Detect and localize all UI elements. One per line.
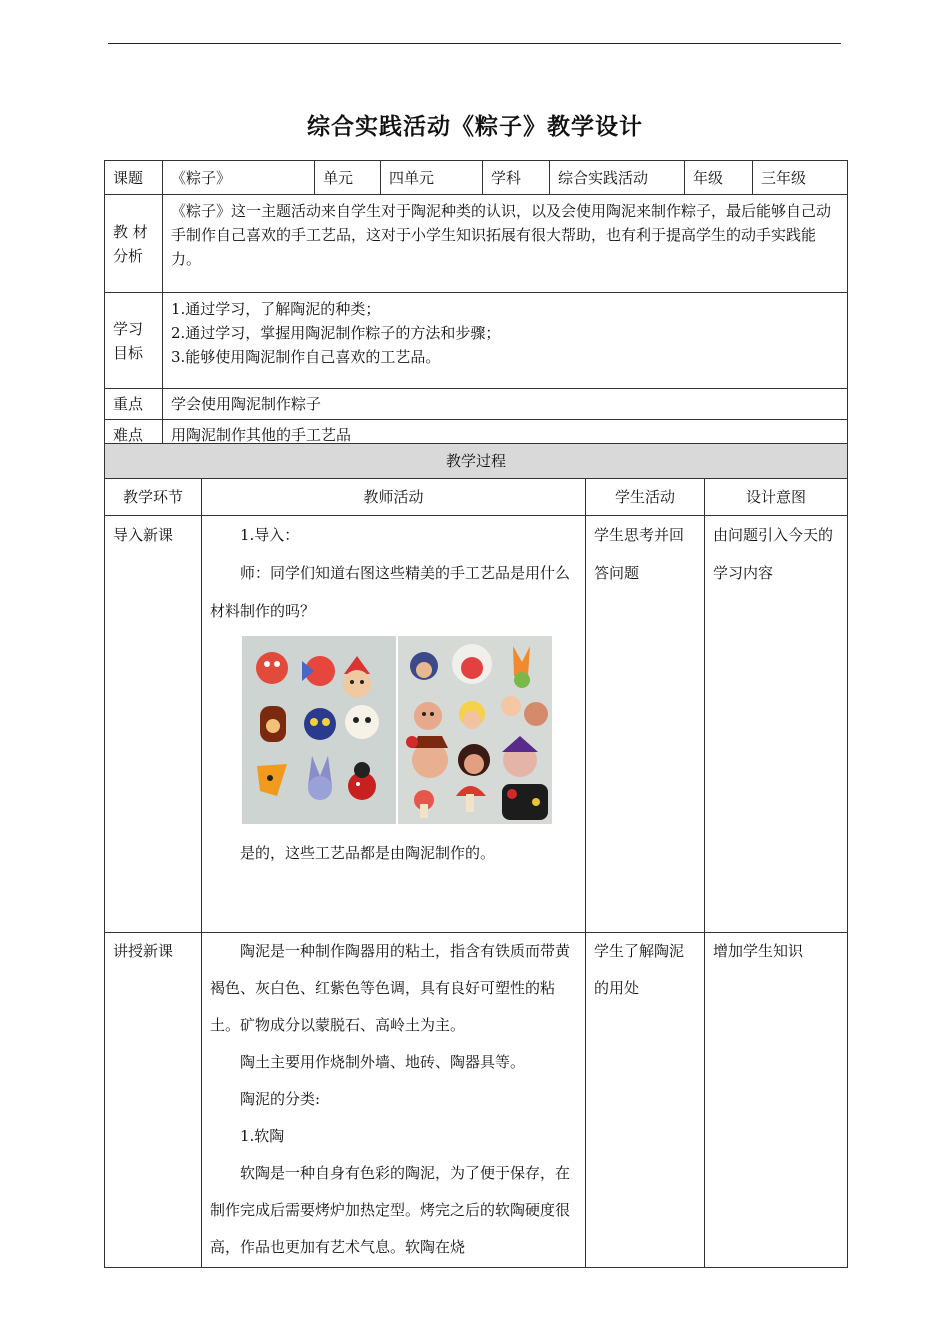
teacher-text: 1.导入： — [240, 526, 300, 544]
key-point: 学会使用陶泥制作粽子 — [163, 389, 848, 420]
teacher-text: 软陶是一种自身有色彩的陶泥，为了便于保存，在制作完成后需要烤炉加热定型。烤完之后的软陶硬度很高，作品也更加有艺术气息。软陶在烧 — [210, 1164, 571, 1256]
stage-cell: 讲授新课 — [105, 933, 202, 1268]
teacher-text: 师：同学们知道右图这些精美的手工艺品是用什么材料制作的吗？ — [210, 564, 571, 620]
intent-cell: 由问题引入今天的学习内容 — [705, 516, 848, 933]
grade-label: 年级 — [685, 161, 753, 195]
student-cell: 学生思考并回答问题 — [586, 516, 705, 933]
process-table — [104, 443, 848, 1268]
unit-value: 四单元 — [381, 161, 483, 195]
goals-list — [163, 293, 848, 389]
goal-item: 2.通过学习，掌握用陶泥制作粽子的方法和步骤； — [171, 324, 501, 342]
difficulty-point: 用陶泥制作其他的手工艺品 — [163, 420, 848, 451]
intent-cell: 增加学生知识 — [705, 933, 848, 1268]
analysis-label: 教 材 分析 — [105, 195, 163, 293]
topic-label: 课题 — [105, 161, 163, 195]
stage-cell: 导入新课 — [105, 516, 202, 933]
col-intent: 设计意图 — [705, 479, 848, 516]
unit-label: 单元 — [315, 161, 381, 195]
goal-item: 1.通过学习，了解陶泥的种类； — [171, 300, 381, 318]
clay-crafts-image-left — [242, 636, 396, 824]
goal-item: 3.能够使用陶泥制作自己喜欢的工艺品。 — [171, 348, 441, 366]
subject-label: 学科 — [483, 161, 550, 195]
teacher-cell — [202, 933, 586, 1268]
col-student: 学生活动 — [586, 479, 705, 516]
clay-crafts-photo — [242, 636, 552, 824]
teacher-cell — [202, 516, 586, 933]
col-stage: 教学环节 — [105, 479, 202, 516]
teacher-text: 是的，这些工艺品都是由陶泥制作的。 — [240, 844, 496, 862]
teacher-text: 1.软陶 — [240, 1127, 285, 1145]
subject-value: 综合实践活动 — [550, 161, 685, 195]
analysis-text: 《粽子》这一主题活动来自学生对于陶泥种类的认识，以及会使用陶泥来制作粽子，最后能够自己动手制作自己喜欢的手工艺品，这对于小学生知识拓展有很大帮助，也有利于提高学生的动手实践能力。 — [163, 195, 848, 293]
key-label: 重点 — [105, 389, 163, 420]
header-rule — [108, 43, 841, 44]
col-teacher: 教师活动 — [202, 479, 586, 516]
topic-value: 《粽子》 — [163, 161, 315, 195]
goals-label: 学习 目标 — [105, 293, 163, 389]
clay-crafts-image-right — [398, 636, 552, 824]
process-heading: 教学过程 — [105, 444, 848, 479]
document-title: 综合实践活动《粽子》教学设计 — [307, 113, 643, 140]
info-table — [104, 160, 848, 451]
difficulty-label: 难点 — [105, 420, 163, 451]
grade-value: 三年级 — [753, 161, 848, 195]
teacher-text: 陶泥的分类: — [240, 1090, 321, 1108]
teacher-text: 陶土主要用作烧制外墙、地砖、陶器具等。 — [240, 1053, 526, 1071]
teacher-text: 陶泥是一种制作陶器用的粘土，指含有铁质而带黄褐色、灰白色、红紫色等色调，具有良好可塑性的粘土。矿物成分以蒙脱石、高岭土为主。 — [210, 942, 571, 1034]
student-cell: 学生了解陶泥的用处 — [586, 933, 705, 1268]
